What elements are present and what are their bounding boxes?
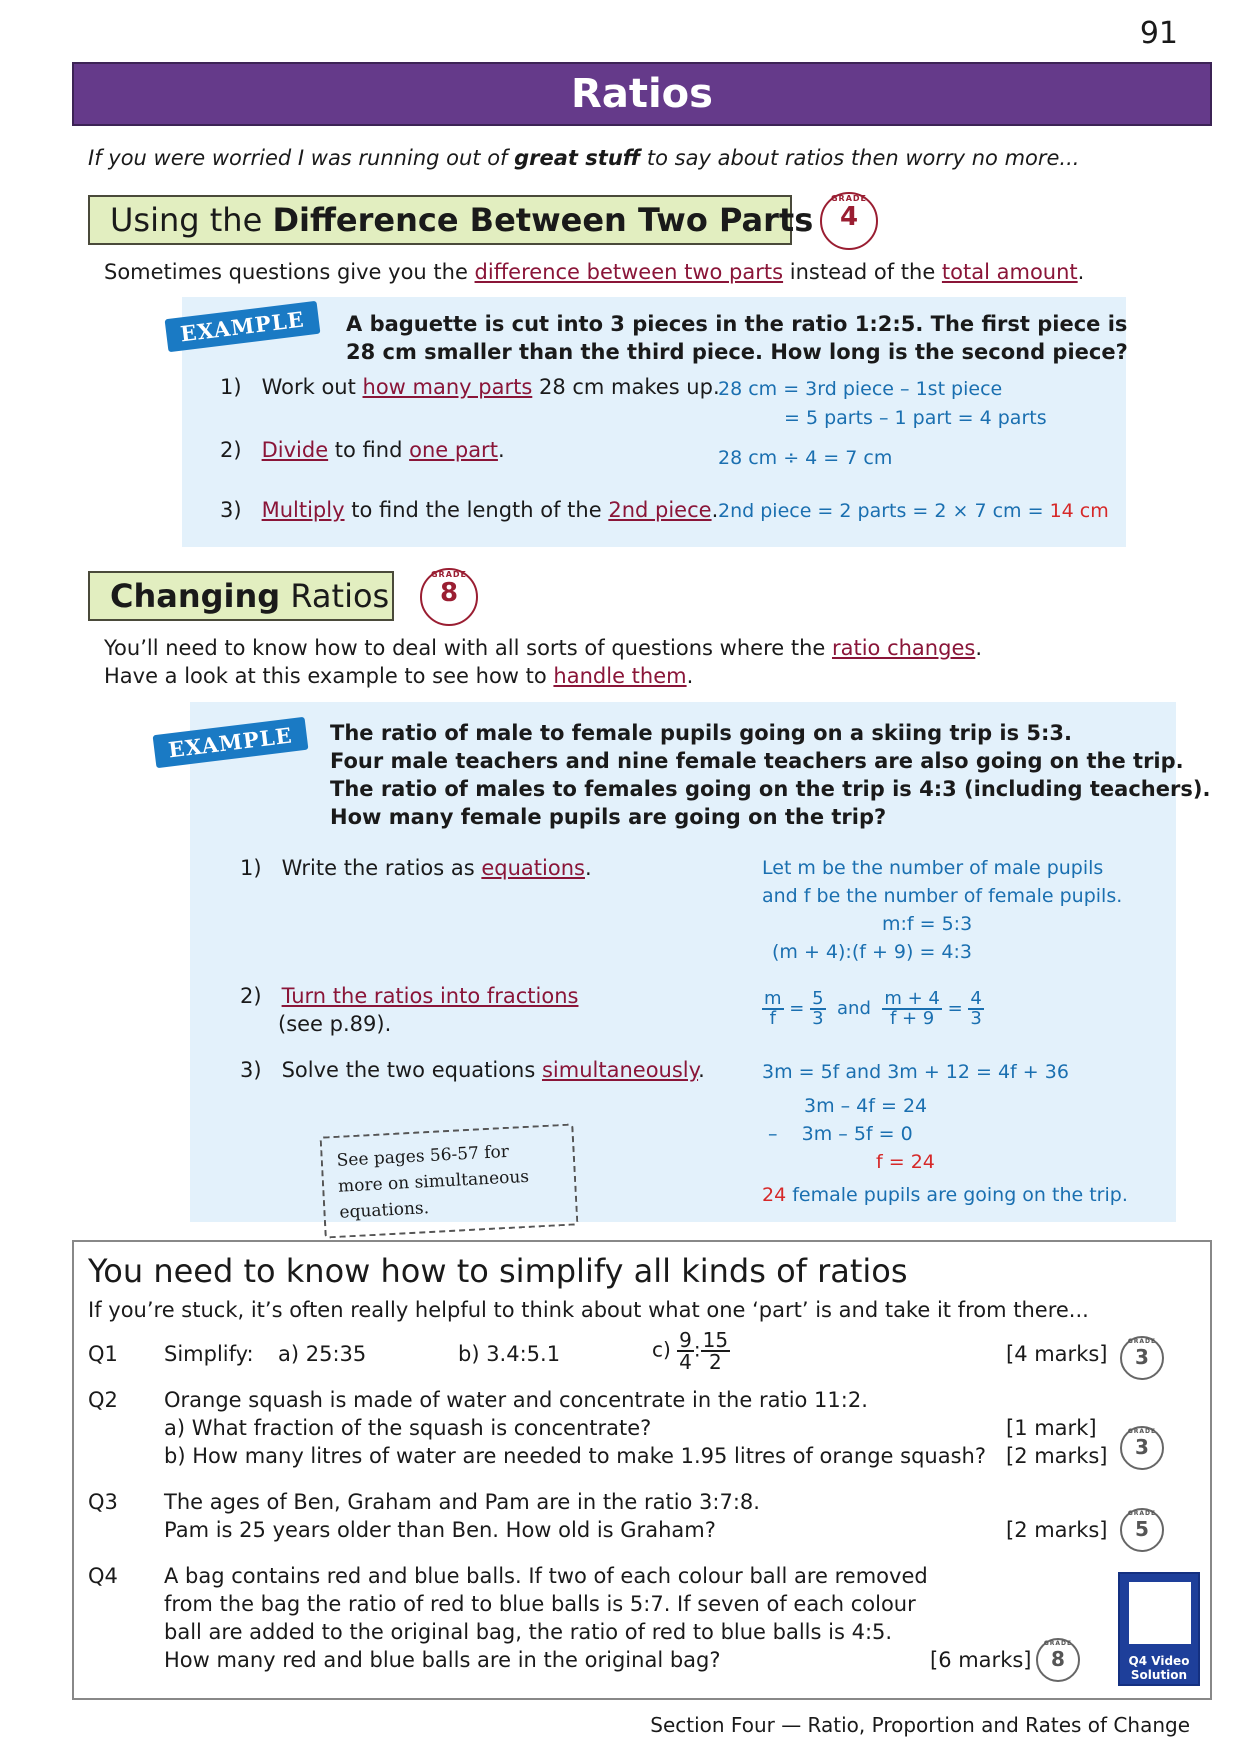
working-line: = 5 parts – 1 part = 4 parts	[784, 407, 1047, 429]
step-text: .	[698, 1058, 705, 1082]
question-line: How many red and blue balls are in the original bag?	[164, 1648, 721, 1672]
step-text: .	[584, 856, 592, 880]
fraction	[882, 990, 942, 1028]
section2-heading-rest: Ratios	[280, 577, 390, 615]
example1-question-line: A baguette is cut into 3 pieces in the ratio 1:2:5. The first piece is	[346, 312, 1128, 336]
step-term-link: Multiply	[261, 498, 345, 522]
step-text: Write the ratios as	[281, 856, 482, 880]
fraction	[701, 1330, 730, 1372]
step-text: .	[711, 498, 719, 522]
grade-label: GRADE	[1043, 1640, 1073, 1647]
question-part: a) 25:35	[278, 1342, 367, 1366]
question-part	[652, 1330, 730, 1372]
minus-sign: –	[768, 1123, 778, 1145]
example1-step1	[220, 375, 720, 399]
step-term-link: Divide	[261, 438, 329, 462]
working-text: 2nd piece = 2 parts = 2 × 7 cm =	[718, 500, 1050, 522]
step-text: 28 cm makes up.	[532, 375, 720, 399]
question-text	[164, 1562, 928, 1674]
step-text: .	[497, 438, 505, 462]
intro-text	[88, 146, 1079, 170]
question-text: Simplify:	[164, 1342, 254, 1366]
question-line: b) How many litres of water are needed to make 1.95 litres of orange squash?	[164, 1444, 986, 1468]
question-text	[164, 1488, 760, 1544]
working-line: and f be the number of female pupils.	[762, 885, 1123, 907]
fraction	[968, 990, 983, 1028]
section2-text1	[104, 636, 982, 660]
working-text: 3m – 5f = 0	[801, 1123, 913, 1145]
example1-step2	[220, 438, 505, 462]
section1-text-pre: Sometimes questions give you the	[104, 260, 475, 284]
step-text: Work out	[261, 375, 363, 399]
working-line: (m + 4):(f + 9) = 4:3	[772, 941, 973, 963]
grade-number: 4	[839, 202, 859, 232]
grade-badge	[1120, 1426, 1164, 1470]
grade-label: GRADE	[1127, 1510, 1157, 1517]
question-line: Pam is 25 years older than Ben. How old is Graham?	[164, 1518, 716, 1542]
fraction-numerator: m	[764, 988, 782, 1009]
note-box: See pages 56-57 for more on simultaneous equations.	[320, 1123, 579, 1238]
grade-badge	[420, 568, 478, 626]
example2-step3	[240, 1058, 705, 1082]
grade-label: GRADE	[1127, 1338, 1157, 1345]
example2-question-line: Four male teachers and nine female teachers are also going on the trip.	[330, 749, 1184, 773]
fraction-denominator: 3	[812, 1008, 824, 1029]
section2-text: .	[975, 636, 982, 660]
marks: [2 marks]	[1006, 1444, 1108, 1468]
footer-section-title: Section Four — Ratio, Proportion and Rates of Change	[650, 1713, 1190, 1737]
section2-term-link: handle them	[553, 664, 687, 688]
section1-text-post: .	[1077, 260, 1085, 284]
example2-step1	[240, 856, 592, 880]
step-number: 2)	[220, 438, 242, 462]
answer-value: 24	[762, 1184, 787, 1206]
fraction	[677, 1330, 694, 1372]
question-line: from the bag the ratio of red to blue balls is 5:7. If seven of each colour	[164, 1592, 916, 1616]
grade-badge	[820, 192, 878, 250]
section1-term-link: total amount	[941, 260, 1078, 284]
working-result: f = 24	[876, 1151, 935, 1173]
connector-text: and	[837, 998, 871, 1019]
fraction	[810, 990, 825, 1028]
section2-heading	[88, 571, 394, 621]
section2-text2	[104, 664, 693, 688]
working-answer	[762, 1184, 1128, 1206]
step-term-link: one part	[409, 438, 498, 462]
fraction-equations	[762, 990, 984, 1028]
grade-badge	[1036, 1638, 1080, 1682]
step-term-link: 2nd piece	[608, 498, 712, 522]
answer-value: 14 cm	[1049, 500, 1109, 522]
part-label: c)	[652, 1337, 671, 1362]
grade-number: 3	[1135, 1345, 1149, 1369]
working-line: 28 cm ÷ 4 = 7 cm	[718, 447, 893, 469]
section1-heading-pre: Using the	[110, 201, 273, 239]
fraction-numerator: 15	[702, 1328, 729, 1352]
example2-step2	[240, 984, 578, 1008]
grade-label: GRADE	[830, 194, 868, 203]
example1-question	[346, 310, 1128, 366]
practice-title: You need to know how to simplify all kinds of ratios	[88, 1252, 908, 1290]
step-number: 1)	[240, 856, 262, 880]
step-text: to find	[328, 438, 410, 462]
question-line: ball are added to the original bag, the ratio of red to blue balls is 4:5.	[164, 1620, 893, 1644]
ratio-colon: :	[693, 1337, 701, 1362]
working-line: Let m be the number of male pupils	[762, 857, 1104, 879]
example2-question-line: The ratio of male to female pupils going on a skiing trip is 5:3.	[330, 721, 1073, 745]
section2-heading-bold: Changing	[110, 577, 281, 615]
question-text	[164, 1386, 986, 1470]
grade-number: 5	[1135, 1517, 1149, 1541]
page-title: Ratios	[571, 71, 713, 117]
working-line	[768, 1123, 913, 1145]
grade-badge	[1120, 1336, 1164, 1380]
intro-post: to say about ratios then worry no more...	[640, 146, 1080, 170]
fraction-denominator: 2	[709, 1350, 722, 1374]
fraction-numerator: m + 4	[884, 988, 940, 1009]
fraction-numerator: 4	[970, 988, 982, 1009]
fraction-denominator: 3	[970, 1008, 982, 1029]
section2-term-link: ratio changes	[831, 636, 976, 660]
step-term-link: how many parts	[362, 375, 533, 399]
video-solution-label: Q4 Video Solution	[1128, 1654, 1190, 1682]
marks: [2 marks]	[1006, 1518, 1108, 1542]
example2-step2-sub: (see p.89).	[278, 1012, 392, 1036]
grade-number: 8	[1051, 1647, 1065, 1671]
question-line: a) What fraction of the squash is concentrate?	[164, 1416, 652, 1440]
step-text: to find the length of the	[344, 498, 609, 522]
qr-code-icon	[1129, 1582, 1191, 1644]
section1-heading-bold: Difference Between Two Parts	[272, 201, 814, 239]
question-line: A bag contains red and blue balls. If two of each colour ball are removed	[164, 1564, 928, 1588]
section2-text: .	[686, 664, 694, 688]
example-tag: EXAMPLE	[153, 717, 309, 768]
grade-number: 3	[1135, 1435, 1149, 1459]
question-line: The ages of Ben, Graham and Pam are in the ratio 3:7:8.	[164, 1490, 760, 1514]
section1-text	[104, 260, 1084, 284]
question-part: b) 3.4:5.1	[458, 1342, 561, 1366]
fraction-denominator: f	[769, 1008, 776, 1029]
step-term-link: simultaneously	[541, 1058, 699, 1082]
working-answer	[718, 500, 1109, 522]
working-line: 28 cm = 3rd piece – 1st piece	[718, 378, 1003, 400]
grade-label: GRADE	[430, 570, 468, 579]
section2-text: You’ll need to know how to deal with all sorts of questions where the	[104, 636, 832, 660]
question-label: Q3	[88, 1490, 118, 1514]
step-number: 2)	[240, 984, 262, 1008]
section1-heading	[88, 195, 814, 245]
step-number: 3)	[220, 498, 242, 522]
question-label: Q2	[88, 1388, 118, 1412]
example1-question-line: 28 cm smaller than the third piece. How long is the second piece?	[346, 340, 1128, 364]
step-number: 3)	[240, 1058, 262, 1082]
video-solution-badge[interactable]	[1118, 1572, 1200, 1686]
working-line: 3m = 5f and 3m + 12 = 4f + 36	[762, 1061, 1069, 1083]
example2-question-line: The ratio of males to females going on the trip is 4:3 (including teachers).	[330, 777, 1211, 801]
page-number: 91	[1139, 16, 1178, 51]
question-label: Q1	[88, 1342, 118, 1366]
equals-sign: =	[789, 998, 805, 1019]
example1-step3	[220, 498, 718, 522]
marks: [4 marks]	[1006, 1342, 1108, 1366]
step-number: 1)	[220, 375, 242, 399]
grade-number: 8	[439, 578, 459, 608]
step-term-link: equations	[481, 856, 585, 880]
example2-question-line: How many female pupils are going on the trip?	[330, 805, 887, 829]
section2-text: Have a look at this example to see how to	[104, 664, 554, 688]
equals-sign: =	[947, 998, 963, 1019]
practice-subtitle: If you’re stuck, it’s often really helpful to think about what one ‘part’ is and take it from there...	[88, 1298, 1089, 1322]
fraction-denominator: f + 9	[889, 1008, 935, 1029]
fraction-denominator: 4	[679, 1350, 692, 1374]
intro-pre: If you were worried I was running out of	[88, 146, 515, 170]
fraction-numerator: 9	[679, 1328, 692, 1352]
example-tag: EXAMPLE	[165, 301, 321, 352]
working-line: 3m – 4f = 24	[804, 1095, 928, 1117]
title-bar	[72, 62, 1212, 126]
marks: [6 marks]	[930, 1648, 1032, 1672]
working-line: m:f = 5:3	[882, 913, 973, 935]
grade-badge	[1120, 1508, 1164, 1552]
fraction	[762, 990, 784, 1028]
section1-term-link: difference between two parts	[474, 260, 784, 284]
intro-bold: great stuff	[514, 146, 641, 170]
step-term-link: Turn the ratios into fractions	[281, 984, 579, 1008]
section1-text-mid: instead of the	[783, 260, 942, 284]
fraction-numerator: 5	[812, 988, 824, 1009]
marks: [1 mark]	[1006, 1416, 1097, 1440]
question-label: Q4	[88, 1564, 118, 1588]
grade-label: GRADE	[1127, 1428, 1157, 1435]
working-text: female pupils are going on the trip.	[786, 1184, 1128, 1206]
question-line: Orange squash is made of water and concentrate in the ratio 11:2.	[164, 1388, 868, 1412]
step-text: Solve the two equations	[281, 1058, 542, 1082]
example2-question	[330, 719, 1210, 831]
